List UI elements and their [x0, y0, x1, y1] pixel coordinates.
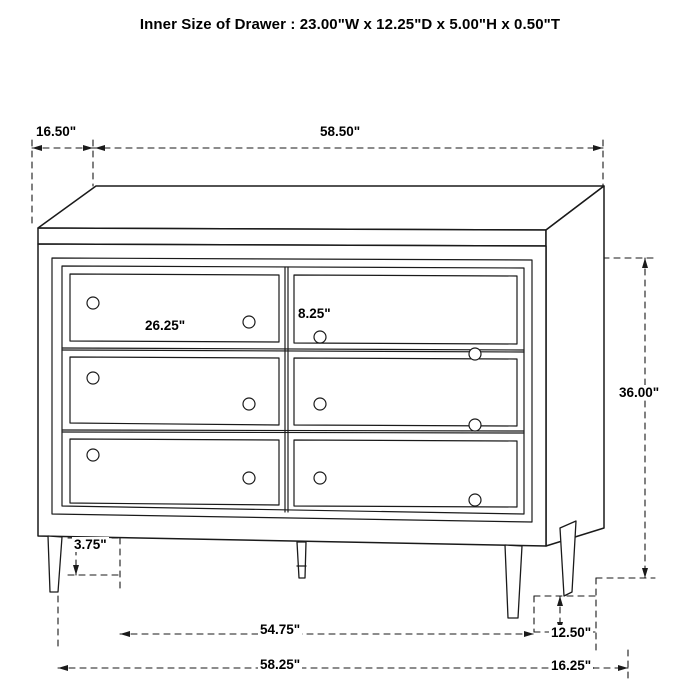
dim-base-front-width: 54.75": [260, 622, 301, 637]
dresser-outline: [38, 186, 604, 546]
dim-overall-depth-bottom: 16.25": [551, 658, 592, 673]
dim-width-top: 58.50": [320, 124, 361, 139]
dim-drawer-wide: 26.25": [145, 318, 186, 333]
dim-depth-top-left: 16.50": [36, 124, 77, 139]
dim-base-depth: 12.50": [551, 625, 592, 640]
page-title: Inner Size of Drawer : 23.00"W x 12.25"D x 5.00"H x 0.50"T: [139, 16, 561, 33]
dim-overall-width-bottom: 58.25": [260, 657, 301, 672]
dim-leg-height: 3.75": [74, 537, 107, 552]
dim-height-right: 36.00": [619, 385, 660, 400]
dim-drawer-narrow: 8.25": [298, 306, 331, 321]
